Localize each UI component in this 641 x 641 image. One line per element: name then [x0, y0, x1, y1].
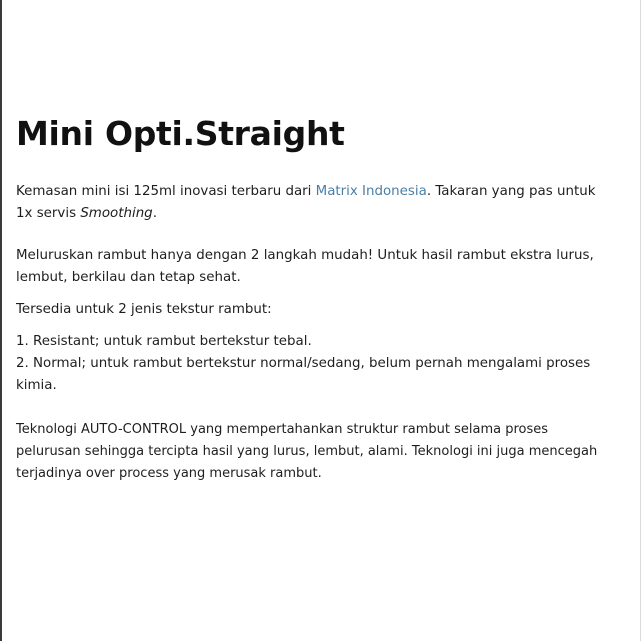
intro-paragraph — [16, 181, 616, 225]
variants-list — [16, 331, 616, 397]
variant-item-normal: 2. Normal; untuk rambut bertekstur normal/sedang, belum pernah mengalami proses kimia. — [16, 356, 591, 393]
technology-paragraph: Teknologi AUTO-CONTROL yang mempertahankan struktur rambut selama proses pelurusan sehingga tercipta hasil yang lurus, lembut, alami. Teknologi ini juga mencegah terjadinya over process yang merusak rambut. — [16, 422, 598, 481]
variants-heading: Tersedia untuk 2 jenis tekstur rambut: — [16, 302, 272, 317]
variant-item-resistant: 1. Resistant; untuk rambut bertekstur tebal. — [16, 334, 312, 349]
left-border — [0, 0, 2, 641]
product-title: Mini Opti.Straight — [16, 114, 345, 153]
service-name: Smoothing — [80, 206, 153, 221]
intro-text-start: Kemasan mini isi 125ml inovasi terbaru dari — [16, 184, 316, 199]
benefit-paragraph: Meluruskan rambut hanya dengan 2 langkah mudah! Untuk hasil rambut ekstra lurus, lembut, berkilau dan tetap sehat. — [16, 248, 594, 285]
product-description — [16, 112, 616, 485]
brand-link[interactable]: Matrix Indonesia — [315, 184, 427, 199]
intro-text-end: . — [152, 206, 157, 221]
intro-text-middle: . Takaran yang pas untuk 1x servis — [16, 184, 596, 221]
